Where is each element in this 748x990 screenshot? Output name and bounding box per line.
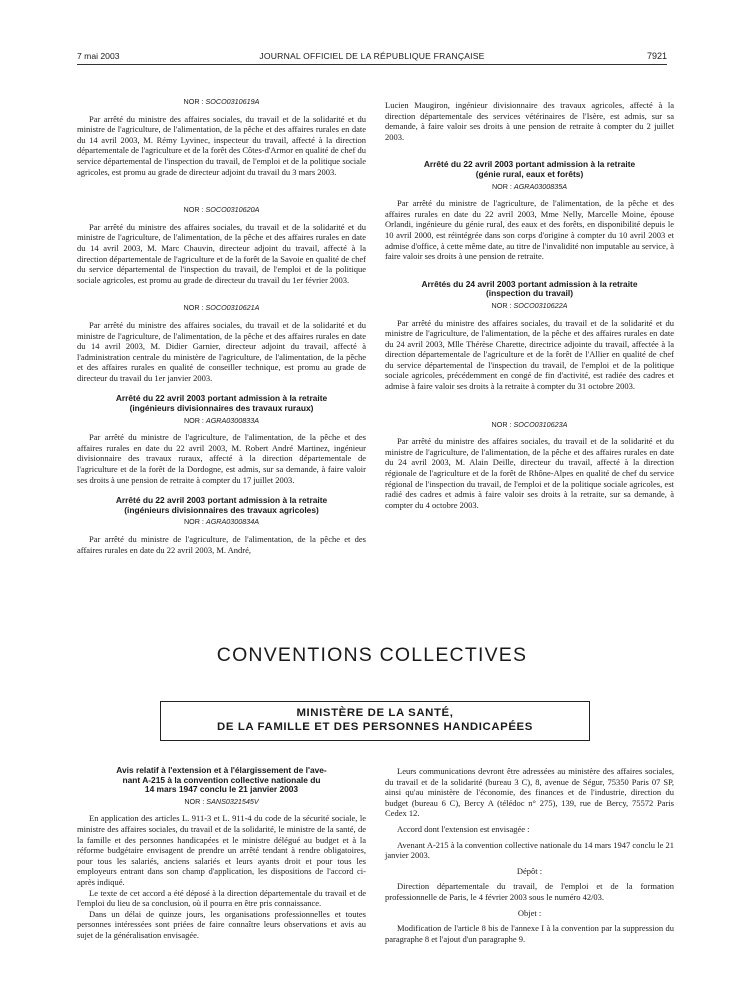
- page-header: [77, 50, 667, 65]
- ministry-line: DE LA FAMILLE ET DES PERSONNES HANDICAPÉES: [217, 721, 533, 733]
- notice-heading-line: 14 mars 1947 conclu le 21 janvier 2003: [144, 784, 299, 795]
- decree-heading-line: (génie rural, eaux et forêts): [475, 168, 584, 179]
- bottom-right-column: [385, 766, 674, 944]
- decree-heading-line: Arrêté du 22 avril 2003 portant admission à la retraite: [423, 159, 636, 170]
- decree-heading: [77, 496, 366, 515]
- decree-paragraph: Par arrêté du ministre des affaires sociales, du travail et de la solidarité et du ministre de l'agriculture, de l'alimentation, de la pêche et des affaires rurales en date du 14 avril 2003, M. Marc Chauvin, directeur adjoint du travail, affecté à la direction départementale de l'agriculture et de la forêt de la Savoie en qualité de chef du service départemental de l'inspection du travail, de l'emploi et de la politique sociale agricoles, est promu au grade de directeur du travail du 1er février 2003.: [77, 221, 366, 285]
- nor-reference: [77, 797, 366, 808]
- nor-reference: [77, 303, 366, 314]
- nor-code: SOCO0310619A: [205, 97, 260, 106]
- journal-title: JOURNAL OFFICIEL DE LA RÉPUBLIQUE FRANÇAISE: [259, 51, 485, 61]
- notice-paragraph: Avenant A-215 à la convention collective nationale du 14 mars 1947 conclu le 21 janvier 2003.: [385, 839, 674, 861]
- decree-heading-line: Arrêté du 22 avril 2003 portant admission à la retraite: [115, 393, 328, 404]
- nor-code: SOCO0310620A: [205, 205, 260, 215]
- decree-paragraph: Par arrêté du ministre de l'agriculture, de l'alimentation, de la pêche et des affaires rurales en date du 22 avril 2003, Mme Nelly, Marcelle Moine, épouse Orlandi, ingénieure du génie rural, des eaux et des forêts, en disponibilité depuis le 10 avril 2000, est réintégrée dans son corps d'origine à compter du 10 avril 2003 et admise d'office, à cette même date, au titre de l'invalidité non imputable au service, à faire valoir ses droits à une pension de retraite.: [385, 198, 674, 262]
- right-column: [385, 100, 674, 510]
- nor-label: NOR :: [491, 419, 512, 429]
- nor-reference: [385, 301, 674, 312]
- decree-heading-line: Arrêtés du 24 avril 2003 portant admission à la retraite: [421, 278, 638, 289]
- notice-paragraph: En application des articles L. 911-3 et L. 911-4 du code de la sécurité sociale, le ministre des affaires sociales, du travail et de la solidarité, le ministre de la santé, de la famille et des personnes handicapées et le ministre délégué au budget et à la réforme budgétaire envisagent de prendre un arrêté tendant à rendre obligatoires, pour tous les salariés, anciens salariés et leurs ayants droit et pour tous les employeurs entrant dans son champ d'application, les dispositions de l'accord ci-après indiqué.: [77, 813, 366, 887]
- nor-reference: [385, 182, 674, 193]
- notice-paragraph: Accord dont l'extension est envisagée :: [397, 823, 530, 834]
- decree-paragraph: Par arrêté du ministre de l'agriculture, de l'alimentation, de la pêche et des affaires rurales en date du 22 avril 2003, M. André,: [77, 534, 366, 555]
- nor-code: AGRA0300834A: [205, 517, 260, 527]
- nor-reference: [77, 97, 366, 108]
- nor-label: NOR :: [491, 181, 512, 191]
- nor-label: NOR :: [183, 205, 204, 215]
- decree-paragraph: Par arrêté du ministre des affaires sociales, du travail et de la solidarité et du ministre de l'agriculture, de l'alimentation, de la pêche et des affaires rurales en date du 24 avril 2003, M. Alain Deille, directeur du travail, affecté à la direction régionale de l'agriculture et de la forêt de Rhône-Alpes en qualité de chef du service régional de l'inspection du travail, de l'emploi et de la politique sociale agricoles, est radié des cadres et admis à faire valoir ses droits à la retraite, sur sa demande, à compter du 4 octobre 2003.: [385, 436, 674, 510]
- notice-subheading: Dépôt :: [516, 865, 543, 876]
- notice-paragraph: Dans un délai de quinze jours, les organisations professionnelles et toutes personnes intéressées sont priées de faire connaître leurs observations et avis au sujet de la généralisation envisagée.: [77, 908, 366, 940]
- nor-code: AGRA0300835A: [513, 181, 568, 191]
- notice-heading: [77, 766, 366, 795]
- notice-heading-line: nant A-215 à la convention collective nationale du: [122, 774, 321, 785]
- notice-paragraph: Le texte de cet accord a été déposé à la direction départementale du travail et de l'emploi du lieu de sa conclusion, où il pourra en être pris connaissance.: [77, 887, 366, 909]
- nor-reference: [77, 517, 366, 528]
- notice-paragraph: Modification de l'article 8 bis de l'annexe I à la convention par la suppression du paragraphe 8 et l'ajout d'un paragraphe 9.: [385, 923, 674, 944]
- decree-heading: [385, 280, 674, 299]
- notice-paragraph: Direction départementale du travail, de l'emploi et de la formation professionnelle de Paris, le 4 février 2003 sous le numéro 42/03.: [385, 881, 674, 902]
- decree-heading: [385, 160, 674, 179]
- notice-subheading: Objet :: [517, 907, 542, 918]
- decree-heading-line: (ingénieurs divisionnaires des travaux agricoles): [124, 504, 319, 515]
- decree-heading-line: (ingénieurs divisionnaires des travaux ruraux): [129, 403, 314, 414]
- section-title: CONVENTIONS COLLECTIVES: [216, 644, 528, 666]
- ministry-line: MINISTÈRE DE LA SANTÉ,: [296, 707, 454, 719]
- nor-label: NOR :: [183, 97, 204, 106]
- nor-reference: [77, 205, 366, 216]
- nor-label: NOR :: [183, 517, 204, 527]
- bottom-left-column: [77, 766, 366, 941]
- page-number: 7921: [646, 51, 667, 61]
- decree-paragraph: Par arrêté du ministre des affaires sociales, du travail et de la solidarité et du ministre de l'agriculture, de l'alimentation, de la pêche et des affaires rurales en date du 14 avril 2003, M. Rémy Lyvinec, inspecteur du travail, affecté à la direction départementale de l'agriculture et de la forêt des Côtes-d'Armor en qualité de chef du service départemental de l'inspection du travail, de l'emploi et de la politique sociale agricoles, est promu au grade de directeur adjoint du travail du 3 mars 2003.: [77, 113, 366, 177]
- decree-heading: [77, 394, 366, 413]
- decree-paragraph: Par arrêté du ministre de l'agriculture, de l'alimentation, de la pêche et des affaires rurales en date du 22 avril 2003, M. Robert André Martinez, ingénieur divisionnaire des travaux ruraux, affecté à la direction départementale de l'agriculture et de la forêt de la Dordogne, est admis, sur sa demande, à faire valoir ses droits à une pension de retraite à compter du 17 juillet 2003.: [77, 432, 366, 485]
- left-column: [77, 97, 366, 555]
- nor-reference: [77, 416, 366, 427]
- nor-code: AGRA0300833A: [205, 415, 260, 425]
- decree-heading-line: Arrêté du 22 avril 2003 portant admission à la retraite: [115, 495, 328, 506]
- nor-code: SOCO0310621A: [205, 303, 260, 313]
- decree-heading-line: (inspection du travail): [485, 288, 574, 299]
- decree-paragraph: Par arrêté du ministre des affaires sociales, du travail et de la solidarité et du ministre de l'agriculture, de l'alimentation, de la pêche et des affaires rurales en date du 24 avril 2003, Mlle Thérèse Charette, directrice adjointe du travail, affectée à la direction départementale de l'agriculture et de la forêt de l'Allier en qualité de chef du service départemental de l'inspection du travail, de l'emploi et de la politique sociale agricoles, précédemment en congé de fin d'activité, est radiée des cadres et admise à faire valoir ses droits à la retraite à compter du 31 octobre 2003.: [385, 317, 674, 392]
- issue-date: 7 mai 2003: [77, 51, 120, 61]
- decree-paragraph: Lucien Maugiron, ingénieur divisionnaire des travaux agricoles, affecté à la direction départementale des services vétérinaires de l'Isère, est admis, sur sa demande, à faire valoir ses droits à une pension de retraite à compter du 2 juillet 2003.: [385, 100, 674, 142]
- notice-paragraph: Leurs communications devront être adressées au ministère des affaires sociales, du travail et de la solidarité (bureau 3 C), 8, avenue de Ségur, 75350 Paris 07 SP, ainsi qu'au ministère de l'économie, des finances et de l'industrie, direction du budget (bureau 6 C), Bercy A (télédoc n° 275), 139, rue de Bercy, 75572 Paris Cedex 12.: [385, 766, 674, 819]
- decree-paragraph: Par arrêté du ministre des affaires sociales, du travail et de la solidarité et du ministre de l'agriculture, de l'alimentation, de la pêche et des affaires rurales en date du 14 avril 2003, M. Didier Garnier, directeur adjoint du travail, affecté à l'administration centrale du ministère de l'agriculture, de l'alimentation, de la pêche et des affaires rurales en qualité de conseiller technique, est promu au grade de directeur du travail du 1er janvier 2003.: [77, 319, 366, 383]
- ministry-box: [160, 701, 590, 741]
- nor-label: NOR :: [183, 415, 204, 425]
- nor-code: SOCO0310622A: [513, 300, 568, 310]
- nor-label: NOR :: [491, 300, 512, 310]
- nor-label: NOR :: [183, 303, 204, 313]
- nor-code: SOCO0310623A: [513, 419, 568, 429]
- nor-label: NOR :: [184, 796, 205, 806]
- notice-heading-line: Avis relatif à l'extension et à l'élargissement de l'ave-: [116, 765, 327, 775]
- nor-code: SANS0321545V: [206, 796, 259, 806]
- nor-reference: [385, 420, 674, 431]
